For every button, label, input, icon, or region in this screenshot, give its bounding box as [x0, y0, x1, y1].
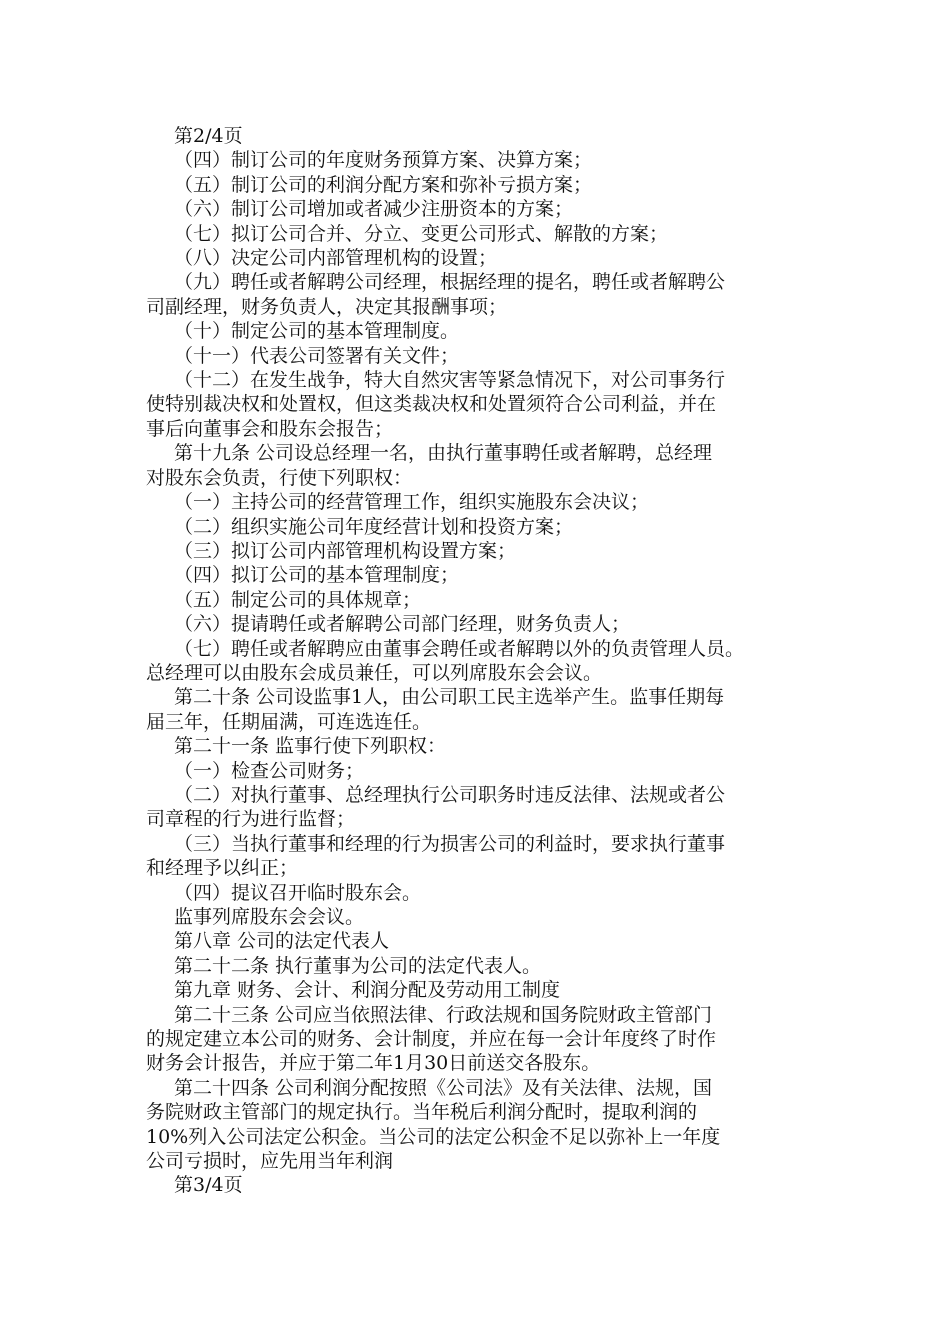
text-line: （九）聘任或者解聘公司经理，根据经理的提名，聘任或者解聘公: [174, 271, 726, 294]
text-line: （七）拟订公司合并、分立、变更公司形式、解散的方案；: [174, 222, 669, 245]
text-line: 第八章 公司的法定代表人: [174, 930, 390, 953]
text-line: （五）制定公司的具体规章；: [174, 588, 422, 611]
text-line: 第二十三条 公司应当依照法律、行政法规和国务院财政主管部门: [174, 1003, 713, 1026]
text-line: （一）主持公司的经营管理工作，组织实施股东会决议；: [174, 491, 650, 514]
text-line: 使特别裁决权和处置权，但这类裁决权和处置须符合公司利益，并在: [146, 393, 717, 416]
text-line: 事后向董事会和股东会报告；: [146, 417, 394, 440]
text-line: 总经理可以由股东会成员兼任，可以列席股东会会议。: [146, 661, 603, 684]
text-line: 第二十条 公司设监事1人，由公司职工民主选举产生。监事任期每: [174, 686, 725, 709]
text-line: 司副经理，财务负责人，决定其报酬事项；: [146, 295, 508, 318]
page-marker-top: 第2/4页: [174, 125, 243, 147]
text-line: 第二十二条 执行董事为公司的法定代表人。: [174, 954, 542, 977]
text-line: （三）拟订公司内部管理机构设置方案；: [174, 539, 517, 562]
page-marker-bottom: 第3/4页: [174, 1174, 243, 1197]
text-line: 10%列入公司法定公积金。当公司的法定公积金不足以弥补上一年度: [146, 1125, 721, 1148]
text-line: （七）聘任或者解聘应由董事会聘任或者解聘以外的负责管理人员。: [174, 637, 745, 660]
text-line: 务院财政主管部门的规定执行。当年税后利润分配时，提取利润的: [146, 1101, 698, 1124]
text-line: （三）当执行董事和经理的行为损害公司的利益时，要求执行董事: [174, 832, 726, 855]
text-line: 第九章 财务、会计、利润分配及劳动用工制度: [174, 979, 561, 1002]
text-line: 对股东会负责，行使下列职权：: [146, 466, 413, 489]
text-line: （二）对执行董事、总经理执行公司职务时违反法律、法规或者公: [174, 783, 726, 806]
text-line: （二）组织实施公司年度经营计划和投资方案；: [174, 515, 574, 538]
text-line: （六）制订公司增加或者减少注册资本的方案；: [174, 198, 574, 221]
text-line: 的规定建立本公司的财务、会计制度，并应在每一会计年度终了时作: [146, 1028, 717, 1051]
text-line: 财务会计报告，并应于第二年1月30日前送交各股东。: [146, 1052, 601, 1075]
text-line: 第二十一条 监事行使下列职权：: [174, 735, 447, 758]
text-line: （八）决定公司内部管理机构的设置；: [174, 247, 498, 270]
text-line: 监事列席股东会会议。: [174, 906, 365, 928]
text-line: （十二）在发生战争，特大自然灾害等紧急情况下，对公司事务行: [174, 369, 726, 392]
text-line: 第十九条 公司设总经理一名，由执行董事聘任或者解聘，总经理: [174, 442, 713, 465]
text-line: （十一）代表公司签署有关文件；: [174, 344, 460, 367]
text-line: （十）制定公司的基本管理制度。: [174, 320, 460, 343]
text-line: （四）提议召开临时股东会。: [174, 881, 422, 904]
text-line: 第二十四条 公司利润分配按照《公司法》及有关法律、法规，国: [174, 1076, 713, 1099]
text-line: 公司亏损时，应先用当年利润: [146, 1150, 394, 1173]
text-line: （四）制订公司的年度财务预算方案、决算方案；: [174, 149, 593, 172]
document-body: [146, 124, 816, 1198]
text-line: （五）制订公司的利润分配方案和弥补亏损方案；: [174, 173, 593, 196]
text-line: 和经理予以纠正；: [146, 857, 299, 880]
text-line: 司章程的行为进行监督；: [146, 808, 356, 831]
text-line: （四）拟订公司的基本管理制度；: [174, 564, 460, 587]
text-line: 届三年，任期届满，可连选连任。: [146, 710, 432, 733]
text-line: （六）提请聘任或者解聘公司部门经理，财务负责人；: [174, 613, 631, 636]
text-line: （一）检查公司财务；: [174, 759, 365, 782]
